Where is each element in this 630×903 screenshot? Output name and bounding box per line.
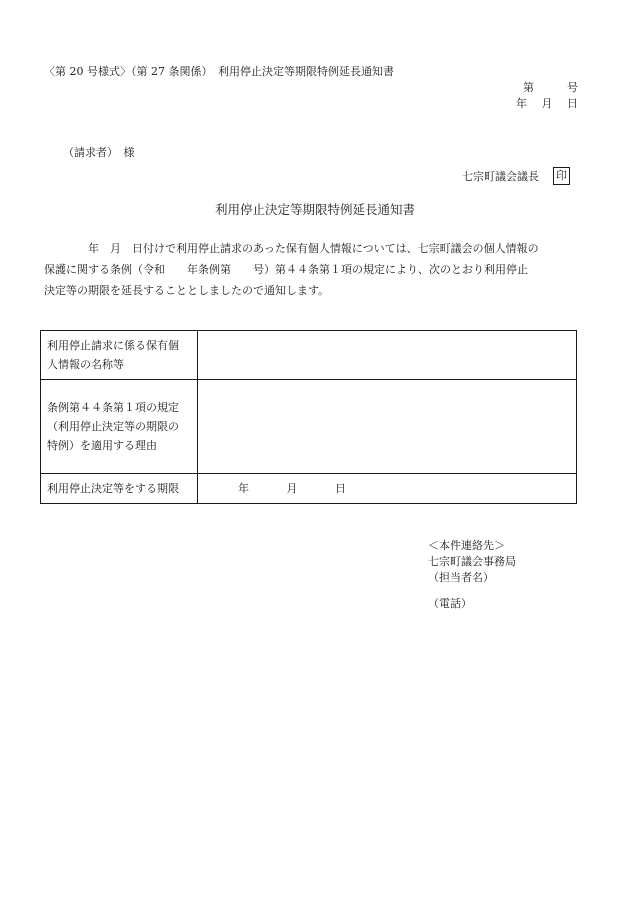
contact-person: （担当者名） bbox=[428, 571, 494, 584]
label-text: 人情報の名称等 bbox=[47, 358, 124, 371]
label-text: （利用停止決定等の期限の bbox=[47, 420, 179, 433]
contact-phone: （電話） bbox=[428, 597, 472, 610]
document-date: 年 月 日 bbox=[516, 97, 578, 110]
document-number: 第 号 bbox=[523, 81, 578, 94]
recipient-line: （請求者） 様 bbox=[63, 146, 135, 159]
table-row-information-name bbox=[41, 331, 577, 380]
table-row-reason bbox=[41, 380, 577, 474]
form-heading: 〈第 20 号様式〉（第 27 条関係） 利用停止決定等期限特例延長通知書 bbox=[44, 65, 394, 78]
contact-block bbox=[428, 538, 516, 612]
sender-block bbox=[462, 167, 570, 185]
deadline-day: 日 bbox=[335, 482, 346, 495]
row-label-deadline: 利用停止決定等をする期限 bbox=[41, 474, 198, 504]
row-label-information-name bbox=[41, 331, 198, 380]
row-label-reason bbox=[41, 380, 198, 474]
row-value-deadline bbox=[198, 474, 577, 504]
deadline-month: 月 bbox=[286, 482, 298, 495]
contact-heading: ＜本件連絡先＞ bbox=[428, 539, 505, 552]
body-line-3: 決定等の期限を延長することとしましたので通知します。 bbox=[44, 284, 330, 297]
table-row-deadline bbox=[41, 474, 577, 504]
body-line-1: 年 月 日付けで利用停止請求のあった保有個人情報については、七宗町議会の個人情報の bbox=[44, 242, 539, 255]
label-text: 条例第４４条第１項の規定 bbox=[47, 401, 179, 414]
seal-mark: 印 bbox=[553, 167, 570, 185]
label-text: 特例）を適用する理由 bbox=[47, 439, 157, 452]
body-line-2: 保護に関する条例（令和 年条例第 号）第４４条第１項の規定により、次のとおり利用停止 bbox=[44, 263, 528, 276]
info-table bbox=[40, 330, 577, 504]
row-value-reason bbox=[198, 380, 577, 474]
contact-office: 七宗町議会事務局 bbox=[428, 555, 516, 568]
sender-name: 七宗町議会議長 bbox=[462, 170, 539, 183]
document-title: 利用停止決定等期限特例延長通知書 bbox=[214, 202, 415, 217]
row-value-information-name bbox=[198, 331, 577, 380]
notice-body bbox=[44, 238, 584, 301]
label-text: 利用停止請求に係る保有個 bbox=[47, 339, 179, 352]
deadline-year: 年 bbox=[238, 482, 249, 495]
